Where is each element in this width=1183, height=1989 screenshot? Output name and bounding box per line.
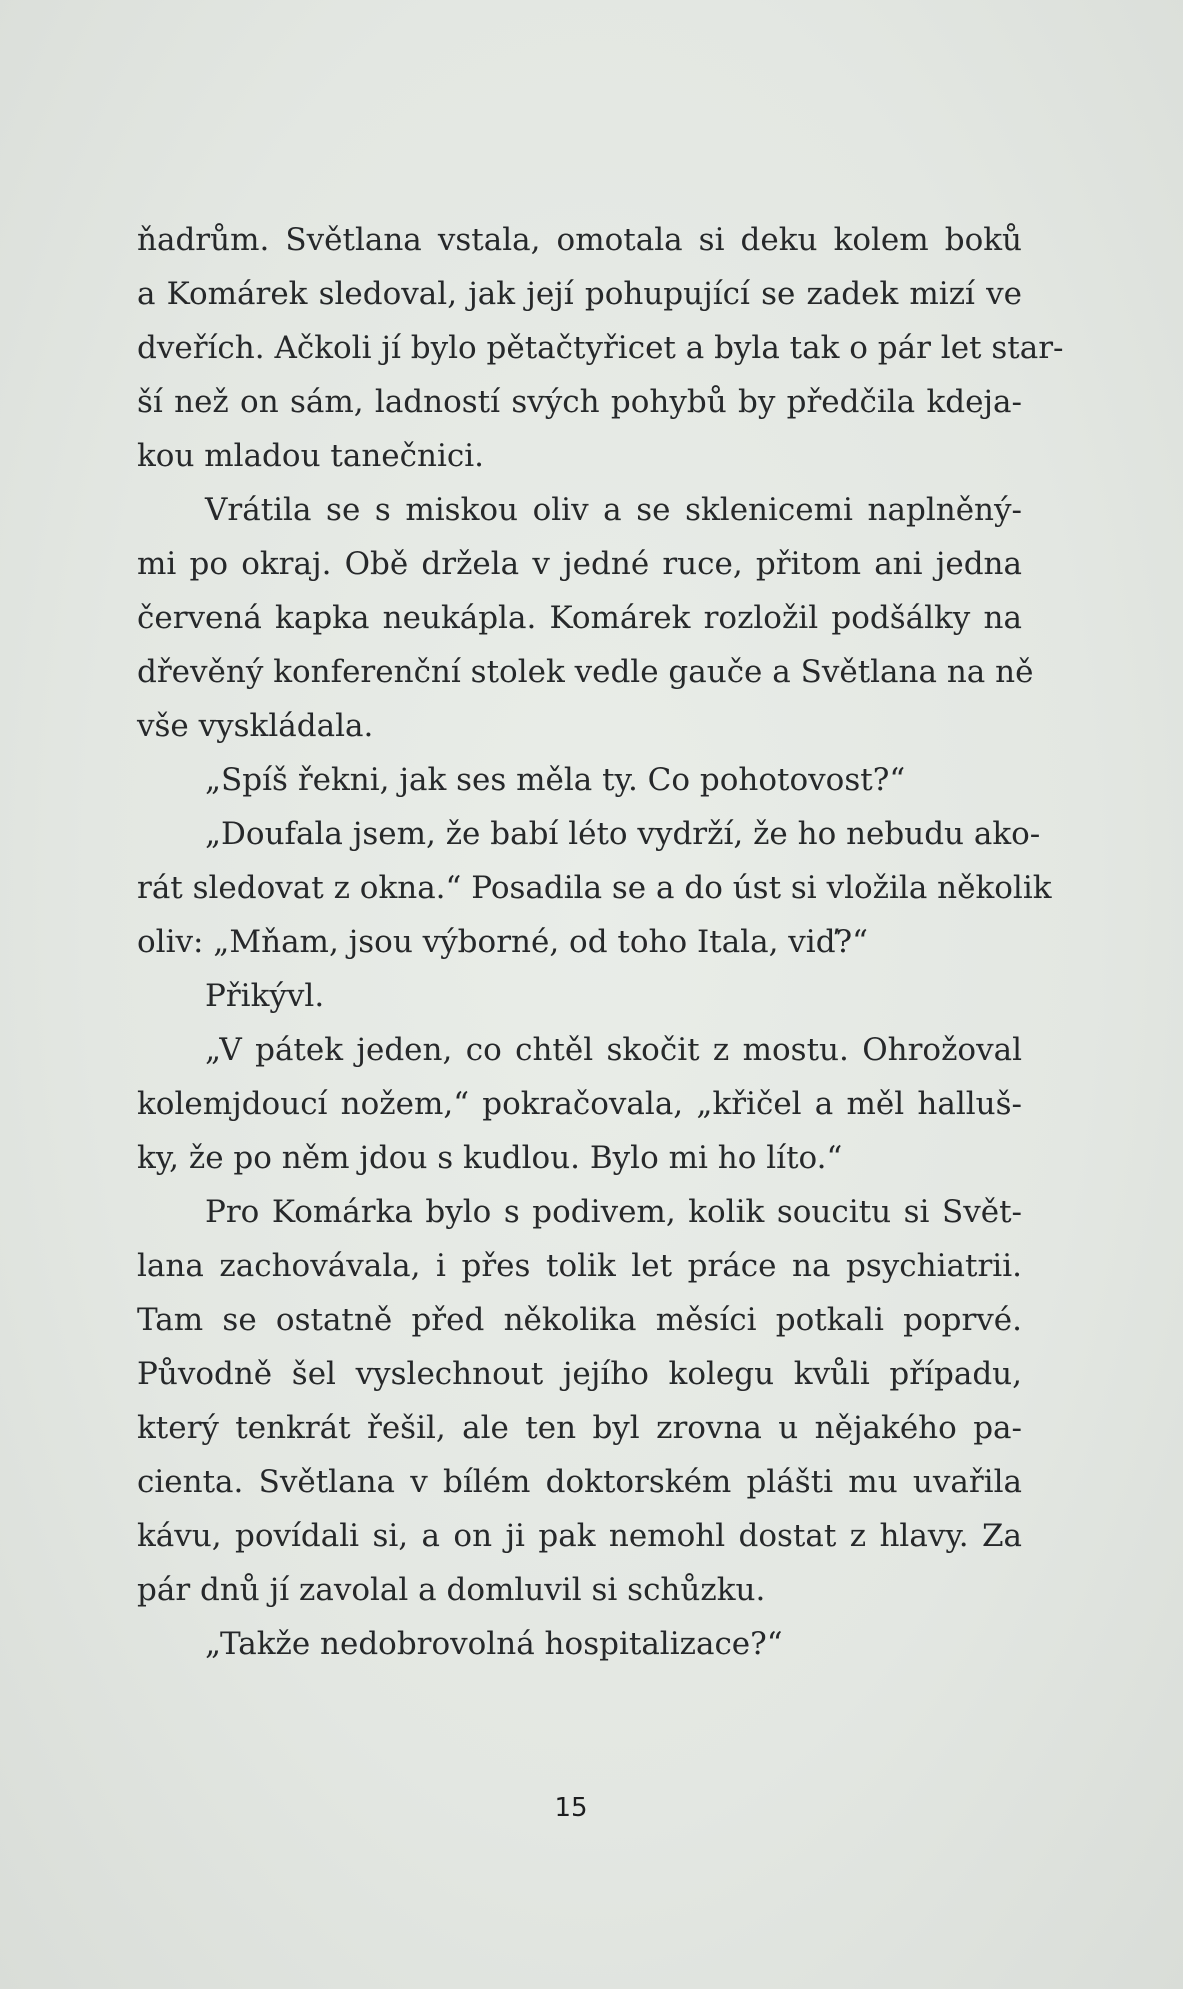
text-line: oliv: „Mňam, jsou výborné, od toho Itala, viď?“ <box>137 924 869 960</box>
text-line: Původně šel vyslechnout jejího kolegu kvůli případu, <box>137 1356 1022 1392</box>
text-line: kávu, povídali si, a on ji pak nemohl dostat z hlavy. Za <box>137 1518 1022 1554</box>
text-line: „Spíš řekni, jak ses měla ty. Co pohotovost?“ <box>205 762 906 798</box>
text-line: ší než on sám, ladností svých pohybů by předčila kdeja- <box>137 384 1022 420</box>
text-line: rát sledovat z okna.“ Posadila se a do úst si vložila několik <box>137 870 1052 906</box>
text-line: dveřích. Ačkoli jí bylo pětačtyřicet a byla tak o pár let star- <box>137 330 1064 366</box>
text-line: „V pátek jeden, co chtěl skočit z mostu. Ohrožoval <box>205 1032 1022 1068</box>
text-line: Pro Komárka bylo s podivem, kolik soucitu si Svět- <box>205 1194 1022 1230</box>
text-line: Vrátila se s miskou oliv a se sklenicemi naplněný- <box>205 492 1022 528</box>
text-line: kou mladou tanečnici. <box>137 438 485 474</box>
text-line: „Takže nedobrovolná hospitalizace?“ <box>205 1626 783 1662</box>
page-number: 15 <box>554 1793 588 1823</box>
text-line: ky, že po něm jdou s kudlou. Bylo mi ho líto.“ <box>137 1140 843 1176</box>
text-line: který tenkrát řešil, ale ten byl zrovna u nějakého pa- <box>137 1410 1022 1446</box>
text-line: vše vyskládala. <box>137 708 374 744</box>
text-line: a Komárek sledoval, jak její pohupující se zadek mizí ve <box>137 276 1022 312</box>
text-line: dřevěný konferenční stolek vedle gauče a Světlana na ně <box>137 654 1034 690</box>
text-line: „Doufala jsem, že babí léto vydrží, že ho nebudu ako- <box>205 816 1041 852</box>
text-line: mi po okraj. Obě držela v jedné ruce, přitom ani jedna <box>137 546 1022 582</box>
text-line: cienta. Světlana v bílém doktorském plášti mu uvařila <box>137 1464 1022 1500</box>
text-line: ňadrům. Světlana vstala, omotala si deku kolem boků <box>137 222 1022 258</box>
text-line: kolemjdoucí nožem,“ pokračovala, „křičel a měl halluš- <box>137 1086 1022 1122</box>
text-line: lana zachovávala, i přes tolik let práce na psychiatrii. <box>137 1248 1022 1284</box>
text-line: Tam se ostatně před několika měsíci potkali poprvé. <box>137 1302 1022 1338</box>
text-line: Přikývl. <box>205 978 325 1014</box>
text-line: červená kapka neukápla. Komárek rozložil podšálky na <box>137 600 1022 636</box>
text-line: pár dnů jí zavolal a domluvil si schůzku. <box>137 1572 766 1608</box>
